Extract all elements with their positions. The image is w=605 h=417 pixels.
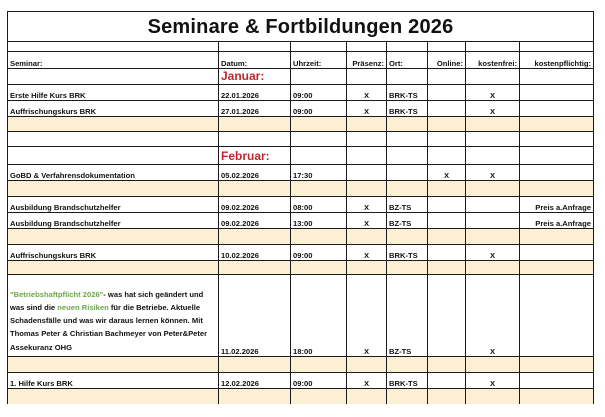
- table-row[interactable]: [8, 101, 594, 117]
- cell-datum: 22.01.2026: [219, 85, 291, 101]
- cell-ort: BRK-TS: [387, 101, 428, 117]
- month-label-januar: Januar:: [219, 69, 291, 85]
- cell-kostenfrei: X: [466, 101, 520, 117]
- cell-datum: 12.02.2026: [219, 373, 291, 389]
- cell-kostenfrei: [466, 197, 520, 213]
- table-row[interactable]: [8, 275, 594, 357]
- cell-praesenz: X: [347, 373, 387, 389]
- cell-kostenfrei: X: [466, 165, 520, 181]
- cell-seminar: Auffrischungskurs BRK: [8, 245, 219, 261]
- cell-kostenfrei: [466, 213, 520, 229]
- table-row[interactable]: [8, 213, 594, 229]
- cell-seminar: Ausbildung Brandschutzhelfer: [8, 213, 219, 229]
- cell-praesenz: X: [347, 85, 387, 101]
- cell-seminar: Ausbildung Brandschutzhelfer: [8, 197, 219, 213]
- cell-ort: BRK-TS: [387, 373, 428, 389]
- spacer-row: [8, 132, 594, 147]
- cell-datum: 27.01.2026: [219, 101, 291, 117]
- cell-kostenpflichtig: [520, 373, 594, 389]
- cell-datum: 05.02.2026: [219, 165, 291, 181]
- cell-ort: BZ-TS: [387, 275, 428, 357]
- cell-online: [428, 85, 466, 101]
- table-row[interactable]: [8, 373, 594, 389]
- cell-praesenz: X: [347, 245, 387, 261]
- col-header-praesenz: Präsenz:: [347, 52, 387, 69]
- cell-kostenfrei: X: [466, 275, 520, 357]
- cell-uhrzeit: 09:00: [291, 101, 347, 117]
- cell-kostenfrei: X: [466, 85, 520, 101]
- cell-kostenpflichtig: [520, 275, 594, 357]
- cell-uhrzeit: 08:00: [291, 197, 347, 213]
- separator-row: [8, 357, 594, 373]
- col-header-online: Online:: [428, 52, 466, 69]
- cell-seminar: 1. Hilfe Kurs BRK: [8, 373, 219, 389]
- separator-row: [8, 117, 594, 132]
- cell-datum: 09.02.2026: [219, 197, 291, 213]
- cell-praesenz: X: [347, 101, 387, 117]
- cell-seminar: Auffrischungskurs BRK: [8, 101, 219, 117]
- cell-datum: 11.02.2026: [219, 275, 291, 357]
- seminar-schedule-sheet: [7, 11, 592, 404]
- cell-online: [428, 275, 466, 357]
- cell-online: [428, 101, 466, 117]
- cell-ort: BZ-TS: [387, 213, 428, 229]
- col-header-seminar: Seminar:: [8, 52, 219, 69]
- separator-row: [8, 181, 594, 197]
- cell-kostenpflichtig: [520, 165, 594, 181]
- cell-online: [428, 245, 466, 261]
- cell-online: [428, 197, 466, 213]
- month-row-februar: [8, 147, 594, 165]
- col-header-ort: Ort:: [387, 52, 428, 69]
- cell-ort: [387, 165, 428, 181]
- table-row[interactable]: [8, 245, 594, 261]
- cell-praesenz: X: [347, 275, 387, 357]
- cell-praesenz: [347, 165, 387, 181]
- cell-uhrzeit: 17:30: [291, 165, 347, 181]
- page-title: Seminare & Fortbildungen 2026: [8, 12, 594, 42]
- cell-ort: BZ-TS: [387, 197, 428, 213]
- cell-kostenpflichtig: [520, 85, 594, 101]
- cell-seminar: Erste Hilfe Kurs BRK: [8, 85, 219, 101]
- month-label-februar: Februar:: [219, 147, 291, 165]
- col-header-uhrzeit: Uhrzeit:: [291, 52, 347, 69]
- month-row-januar: [8, 69, 594, 85]
- cell-uhrzeit: 13:00: [291, 213, 347, 229]
- cell-online: X: [428, 165, 466, 181]
- cell-uhrzeit: 18:00: [291, 275, 347, 357]
- separator-row: [8, 229, 594, 245]
- cell-kostenpflichtig: [520, 245, 594, 261]
- table-row[interactable]: [8, 165, 594, 181]
- cell-seminar-description: "Betriebshaftpflicht 2026"- was hat sich geändert und was sind die neuen Risiken für die Betriebe. Aktuelle Schadensfälle und was wir daraus lernen können. Mit Thomas Peter & Christian Bachmeyer von Peter&Peter Assekuranz OHG: [8, 275, 219, 357]
- cell-kostenfrei: X: [466, 245, 520, 261]
- spacer-row: [8, 42, 594, 52]
- cell-seminar: GoBD & Verfahrensdokumentation: [8, 165, 219, 181]
- separator-row: [8, 261, 594, 275]
- col-header-datum: Datum:: [219, 52, 291, 69]
- cell-praesenz: X: [347, 213, 387, 229]
- cell-kostenfrei: X: [466, 373, 520, 389]
- cell-kostenpflichtig: Preis a.Anfrage: [520, 197, 594, 213]
- cell-ort: BRK-TS: [387, 245, 428, 261]
- header-row: [8, 52, 594, 69]
- col-header-kostenpflichtig: kostenpflichtig:: [520, 52, 594, 69]
- cell-kostenpflichtig: [520, 101, 594, 117]
- cell-praesenz: X: [347, 197, 387, 213]
- title-row: [8, 12, 594, 42]
- risks-highlight: neuen Risiken: [57, 302, 109, 312]
- col-header-kostenfrei: kostenfrei:: [466, 52, 520, 69]
- separator-row: [8, 389, 594, 404]
- cell-datum: 09.02.2026: [219, 213, 291, 229]
- cell-online: [428, 213, 466, 229]
- cell-uhrzeit: 09:00: [291, 245, 347, 261]
- cell-datum: 10.02.2026: [219, 245, 291, 261]
- cell-kostenpflichtig: Preis a.Anfrage: [520, 213, 594, 229]
- cell-uhrzeit: 09:00: [291, 85, 347, 101]
- cell-ort: BRK-TS: [387, 85, 428, 101]
- seminar-table: [7, 11, 594, 404]
- table-row[interactable]: [8, 85, 594, 101]
- cell-uhrzeit: 09:00: [291, 373, 347, 389]
- cell-online: [428, 373, 466, 389]
- seminar-title-highlight: "Betriebshaftpflicht 2026": [10, 289, 104, 299]
- table-row[interactable]: [8, 197, 594, 213]
